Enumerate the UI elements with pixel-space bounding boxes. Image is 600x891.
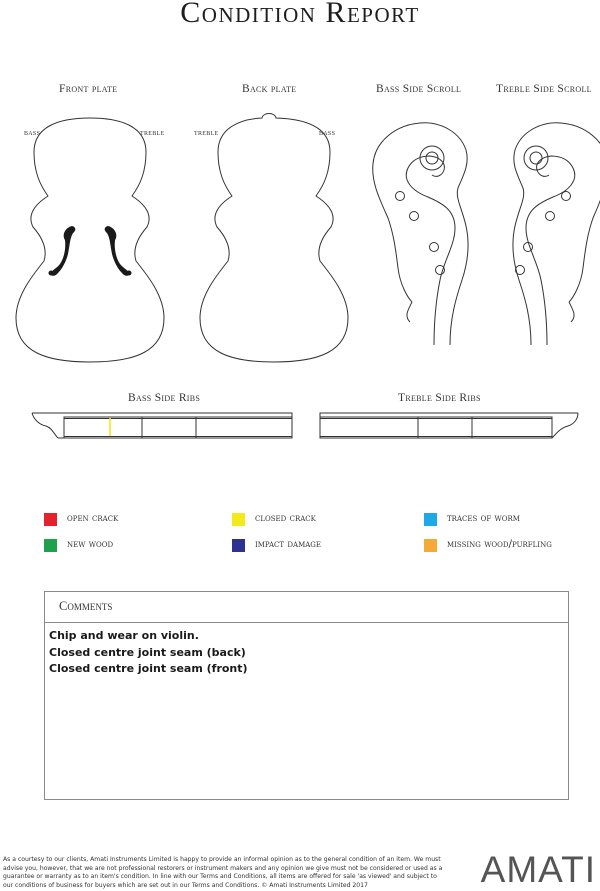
f-holes <box>49 226 132 276</box>
comments-body[interactable] <box>49 628 562 678</box>
front-treble-label: treble <box>140 128 165 137</box>
back-bass-label: bass <box>319 128 336 137</box>
bass-scroll-label: Bass Side Scroll <box>376 83 462 95</box>
comments-title: Comments <box>59 599 113 613</box>
disclaimer-text: As a courtesy to our clients, Amati Instruments Limited is happy to provide an informal opinion as to the general condition of an item. We must advise you, however, that we are not professional restorers or instrument makers and any opinion we give must not be considered or used as a guarantee or warranty as to an item's condition. In line with our Terms and Conditions, all items are offered for sale 'as viewed' and subject to our conditions of business for buyers which are set out in our Terms and Conditions. © Amati Instruments Limited 2017 <box>3 856 443 890</box>
front-plate-outline <box>16 118 164 362</box>
back-plate-label: Back plate <box>242 83 297 95</box>
page-title: Condition Report <box>180 0 420 29</box>
open-crack-swatch <box>44 513 57 526</box>
comments-box <box>44 591 569 800</box>
treble-ribs-label: Treble Side Ribs <box>398 392 481 404</box>
comment-line: Chip and wear on violin. <box>49 629 199 642</box>
legend-label: traces of worm <box>447 512 520 524</box>
legend-label: new wood <box>67 538 114 550</box>
legend-label: missing wood/purfling <box>447 538 552 550</box>
treble-scroll-label: Treble Side Scroll <box>496 83 592 95</box>
legend-label: closed crack <box>255 512 316 524</box>
comment-line: Closed centre joint seam (back) <box>49 645 246 659</box>
closed-crack-swatch <box>232 513 245 526</box>
bass-ribs-outline <box>32 413 292 438</box>
back-plate-outline <box>200 114 348 363</box>
missing-wood-swatch <box>424 539 437 552</box>
legend-label: open crack <box>67 512 119 524</box>
front-bass-label: bass <box>24 128 41 137</box>
comment-line: Closed centre joint seam (front) <box>49 662 248 675</box>
bass-scroll-outline <box>373 123 468 345</box>
front-plate-label: Front plate <box>59 83 118 95</box>
bass-ribs-label: Bass Side Ribs <box>128 392 201 404</box>
comments-header <box>45 592 568 623</box>
back-treble-label: treble <box>194 128 219 137</box>
amati-logo: AMATI <box>480 849 596 890</box>
traces-of-worm-swatch <box>424 513 437 526</box>
new-wood-swatch <box>44 539 57 552</box>
treble-scroll-outline <box>513 123 600 345</box>
treble-ribs-outline <box>320 413 578 438</box>
impact-damage-swatch <box>232 539 245 552</box>
legend-label: impact damage <box>255 538 322 550</box>
